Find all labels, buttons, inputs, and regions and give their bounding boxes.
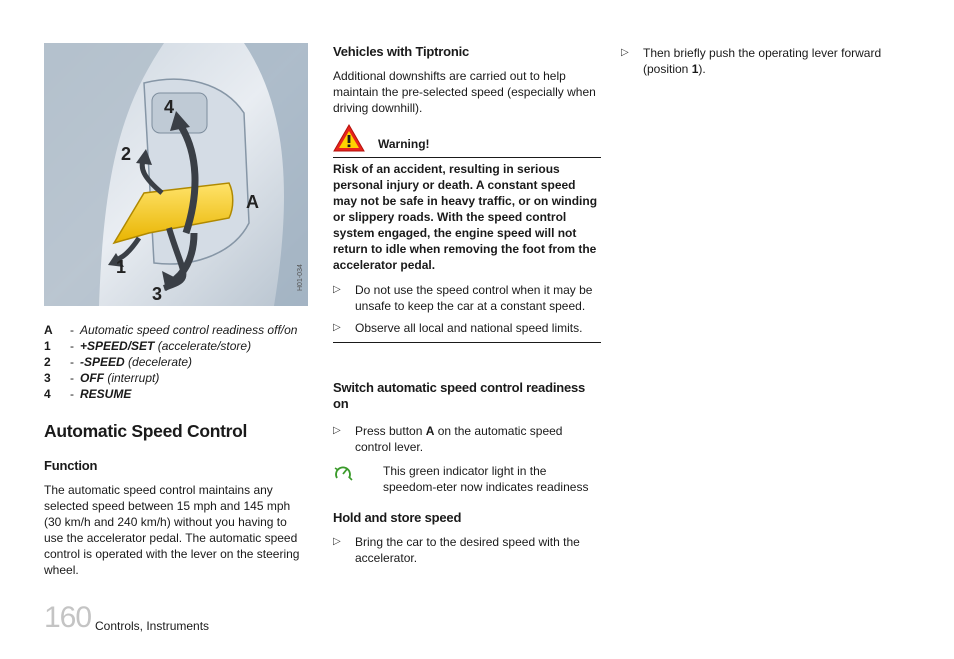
bullet-text: Bring the car to the desired speed with the accelerator. [355,535,580,565]
warning-icon [333,124,365,152]
tiptronic-heading: Vehicles with Tiptronic [333,44,470,59]
warning-header [333,124,601,158]
hold-heading: Hold and store speed [333,510,462,525]
legend-key: 4 [44,387,51,401]
bullet-text: Observe all local and national speed limits. [355,321,583,335]
bullet-arrow-icon: ▷ [621,47,629,58]
page-number: 160 [44,601,92,634]
function-heading: Function [44,458,98,473]
legend-rest: (decelerate) [124,355,193,369]
bullet-arrow-icon: ▷ [333,322,341,333]
bullet-text-bold: 1 [691,62,699,76]
legend-key: 3 [44,371,51,385]
legend-dash: - [70,339,74,353]
bullet-arrow-icon: ▷ [333,425,341,436]
legend-dash: - [70,323,74,337]
lever-forward-bullet [621,45,883,77]
callout-1: 1 [116,257,127,277]
legend-text [80,338,251,354]
legend-text: Automatic speed control readiness off/on [80,323,298,337]
steering-lever-figure [44,43,308,306]
bullet-text [355,423,601,455]
legend-row-4 [44,386,314,402]
legend-rest: (interrupt) [104,371,160,385]
steering-lever-illustration [44,43,308,306]
legend-key: A [44,323,53,337]
warning-text: Risk of an accident, resulting in serious personal injury or death. A constant speed may not be safe in heavy traffic, or on winding or slippery roads. With the speed control system engaged, the engine speed will not return to idle when removing the foot from the accelerator pedal. [333,162,598,272]
warning-bullet-1 [333,282,601,314]
speed-control-indicator-icon [333,464,353,482]
legend-row-1 [44,338,314,354]
legend-bold: OFF [80,371,104,385]
legend-text [80,386,131,402]
warning-bullet-2 [333,320,601,336]
callout-4: 4 [164,97,175,117]
warning-label: Warning! [378,137,430,151]
bullet-arrow-icon: ▷ [333,536,341,547]
bullet-text-bold: A [425,424,435,438]
legend-row-3 [44,370,314,386]
readiness-heading: Switch automatic speed control readiness on [333,380,586,411]
warning-end-rule [333,342,601,343]
legend-key: 1 [44,339,51,353]
function-body: The automatic speed control maintains any selected speed between 15 mph and 145 mph (30 km/h and 240 km/h) without you having to use the accelerator pedal. The automatic speed control is operated with the lever on the steering wheel. [44,483,300,577]
hold-bullet [333,534,583,566]
footer-section: Controls, Instruments [95,619,210,633]
legend-text [80,370,159,386]
bullet-text [643,45,883,77]
bullet-text-post: on the automatic speed control lever. [355,424,563,454]
legend-bold: -SPEED [80,355,125,369]
bullet-text: Do not use the speed control when it may be unsafe to keep the car at a constant speed. [355,283,593,313]
figure-legend [44,322,314,402]
legend-text [80,354,192,370]
indicator-text: This green indicator light in the speedom-eter now indicates readiness [383,464,589,494]
callout-a: A [246,192,259,212]
legend-bold: +SPEED/SET [80,339,155,353]
bullet-arrow-icon: ▷ [333,284,341,295]
bullet-text-pre: Press button [355,424,426,438]
section-title: Automatic Speed Control [44,421,248,441]
tiptronic-body: Additional downshifts are carried out to help maintain the pre-selected speed (especially when driving downhill). [333,69,596,115]
legend-bold: RESUME [80,387,132,401]
legend-rest: (accelerate/store) [154,339,252,353]
legend-row-2 [44,354,314,370]
readiness-bullet [333,423,601,455]
legend-dash: - [70,355,74,369]
legend-dash: - [70,371,74,385]
callout-3: 3 [152,284,163,304]
legend-dash: - [70,387,74,401]
callout-2: 2 [121,144,132,164]
legend-row-a [44,322,314,338]
figure-code: H01-034 [297,264,304,291]
bullet-text-pre: Then briefly push the operating lever forward (position [643,46,882,76]
legend-key: 2 [44,355,51,369]
bullet-text-post: ). [698,62,706,76]
